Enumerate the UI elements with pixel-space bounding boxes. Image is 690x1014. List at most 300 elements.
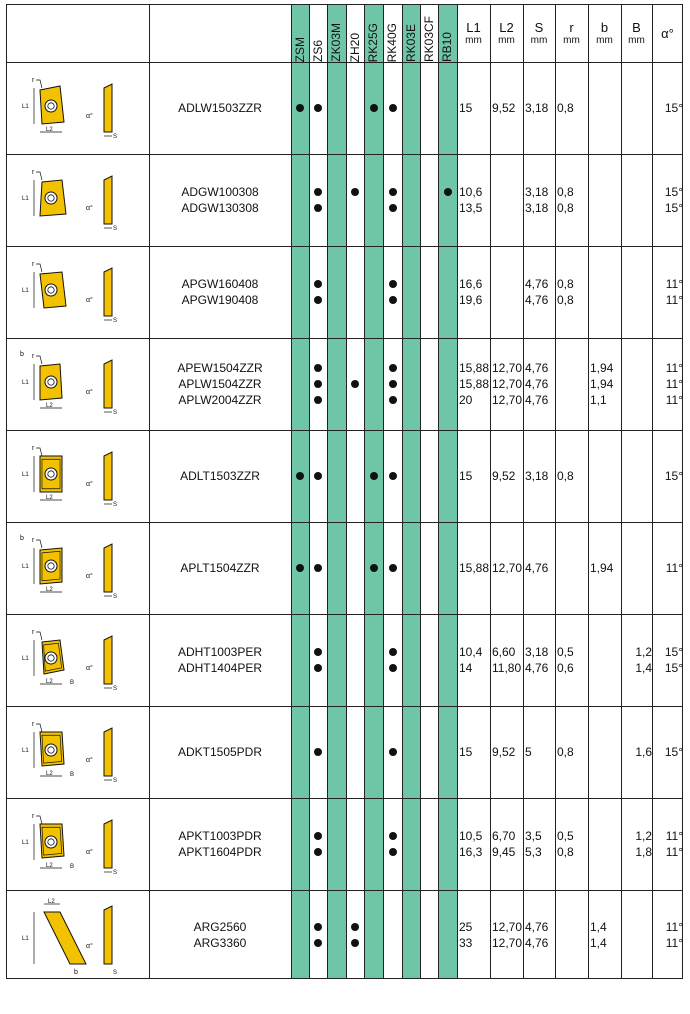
dim-value-cell-r	[555, 614, 590, 706]
empty-slot	[444, 396, 452, 404]
dim-value-cell-r	[555, 62, 590, 154]
empty-slot	[425, 648, 433, 656]
dim-label-s: S	[113, 502, 118, 508]
dim-value: 0,8	[557, 745, 574, 759]
dim-value-cell-b	[588, 246, 623, 338]
dim-value-cell-l1	[457, 62, 492, 154]
insert-front-view	[22, 813, 74, 870]
insert-front-view	[22, 77, 64, 133]
dim-value: 12,70	[492, 919, 523, 934]
empty-slot	[425, 280, 433, 288]
dim-value: 12,70	[492, 935, 523, 950]
insert-hole-inner	[48, 563, 54, 569]
insert-drawing	[6, 154, 149, 246]
alpha-value: 15°	[664, 645, 683, 659]
availability-dot	[389, 832, 397, 840]
empty-slot	[351, 748, 359, 756]
grade-header	[291, 4, 309, 62]
dim-value-cell-l1	[457, 522, 492, 614]
insert-drawing	[6, 890, 149, 979]
dim-label-s: S	[113, 226, 118, 232]
empty-slot	[333, 204, 341, 212]
grade-availability-cell	[420, 798, 438, 890]
empty-slot	[333, 564, 341, 572]
insert-code-cell	[149, 154, 291, 246]
empty-slot	[296, 648, 304, 656]
insert-hole-inner	[48, 655, 54, 661]
dim-label-B: B	[70, 864, 75, 870]
grade-availability-cell	[364, 154, 383, 246]
grade-header-label: RB10	[440, 31, 454, 62]
alpha-value: 15°	[664, 101, 683, 115]
empty-slot	[407, 748, 415, 756]
dim-label-l2: L2	[46, 587, 53, 593]
dim-header	[555, 4, 588, 62]
insert-side-body	[104, 176, 112, 224]
grade-availability-cell	[291, 62, 309, 154]
dim-value-cell-l2	[490, 614, 525, 706]
availability-dot	[389, 380, 397, 388]
insert-code: APGW160408	[181, 277, 259, 291]
availability-dot	[351, 923, 359, 931]
insert-side-view	[86, 820, 117, 876]
grade-availability-cell	[383, 154, 402, 246]
availability-dot	[314, 204, 322, 212]
dim-label-alpha: α°	[86, 849, 93, 856]
availability-dot	[389, 104, 397, 112]
insert-front-view	[22, 169, 66, 216]
empty-slot	[351, 648, 359, 656]
availability-dot	[314, 939, 322, 947]
empty-slot	[444, 664, 452, 672]
insert-front-view	[22, 629, 74, 686]
empty-slot	[407, 848, 415, 856]
dim-value: 1,1	[590, 393, 607, 407]
dim-value: 12,70	[492, 377, 523, 391]
alpha-value-cell	[652, 154, 686, 246]
dim-value-cell-l1	[457, 338, 492, 430]
availability-dot	[389, 280, 397, 288]
grade-availability-cell	[420, 154, 438, 246]
dim-label-s: S	[113, 318, 118, 324]
dim-value: 4,76	[525, 377, 549, 391]
empty-slot	[425, 939, 433, 947]
dim-label-alpha: α°	[86, 665, 93, 672]
empty-slot	[333, 648, 341, 656]
empty-slot	[370, 280, 378, 288]
insert-code: ADGW100308	[181, 185, 259, 199]
empty-slot	[333, 748, 341, 756]
radius-leader	[36, 80, 42, 88]
availability-dot	[314, 848, 322, 856]
grade-availability-cell	[402, 522, 420, 614]
dim-value-cell-l1	[457, 890, 492, 979]
dim-value: 9,52	[492, 745, 516, 759]
dim-value-cell-r	[555, 154, 590, 246]
dim-label-alpha: α°	[86, 943, 93, 950]
insert-side-body	[104, 544, 112, 592]
empty-slot	[351, 296, 359, 304]
dim-value: 5	[525, 745, 532, 759]
dim-value: 3,18	[525, 201, 549, 215]
grade-availability-cell	[402, 706, 420, 798]
insert-code-cell	[149, 890, 291, 979]
insert-front-view	[20, 351, 62, 409]
dim-label-alpha: α°	[86, 757, 93, 764]
empty-slot	[351, 364, 359, 372]
insert-drawing	[6, 614, 149, 706]
radius-leader	[36, 540, 42, 548]
insert-side-view	[86, 728, 117, 784]
dim-value-cell-b	[621, 246, 655, 338]
insert-code-cell	[149, 62, 291, 154]
dim-value-cell-l2	[490, 798, 525, 890]
grade-availability-cell	[420, 430, 438, 522]
grade-availability-cell	[438, 338, 457, 430]
grade-availability-cell	[327, 890, 346, 979]
alpha-value-cell	[652, 614, 686, 706]
grade-availability-cell	[327, 522, 346, 614]
availability-dot	[314, 280, 322, 288]
dim-value: 11,80	[492, 661, 522, 675]
dim-label-l2: L2	[48, 899, 55, 905]
empty-slot	[444, 939, 452, 947]
availability-dot	[314, 396, 322, 404]
empty-slot	[425, 364, 433, 372]
insert-code: ARG2560	[193, 919, 247, 934]
availability-dot	[314, 296, 322, 304]
dim-value: 10,4	[459, 645, 483, 659]
dim-value: 4,76	[525, 661, 549, 675]
alpha-value: 15°	[664, 185, 683, 199]
grade-header	[420, 4, 438, 62]
availability-dot	[314, 748, 322, 756]
dim-value: 9,45	[492, 845, 516, 859]
empty-slot	[333, 472, 341, 480]
empty-slot	[425, 104, 433, 112]
grade-availability-cell	[438, 798, 457, 890]
dim-label-r: r	[32, 813, 35, 820]
insert-hole-inner	[48, 287, 54, 293]
empty-slot	[389, 923, 397, 931]
dim-value: 0,5	[557, 829, 574, 843]
grade-availability-cell	[291, 890, 309, 979]
dim-value: 15,88	[459, 377, 490, 391]
availability-dot	[389, 664, 397, 672]
grade-availability-cell	[364, 62, 383, 154]
dim-value-cell-l2	[490, 890, 525, 979]
dim-value: 12,70	[492, 361, 523, 375]
dim-label-alpha: α°	[86, 573, 93, 580]
empty-slot	[370, 364, 378, 372]
empty-slot	[296, 748, 304, 756]
radius-leader	[36, 172, 42, 180]
grade-header-label: ZS6	[310, 39, 325, 62]
grade-availability-cell	[309, 338, 327, 430]
grade-availability-cell	[309, 798, 327, 890]
insert-front-view	[20, 535, 62, 593]
grade-availability-cell	[364, 798, 383, 890]
grade-availability-cell	[346, 614, 364, 706]
empty-slot	[296, 380, 304, 388]
dim-label-alpha: α°	[86, 481, 93, 488]
availability-dot	[370, 564, 378, 572]
availability-dot	[370, 104, 378, 112]
empty-slot	[370, 648, 378, 656]
dim-label-B: B	[70, 772, 75, 778]
insert-code: ADHT1404PER	[177, 661, 263, 675]
alpha-value: 15°	[664, 661, 683, 675]
dim-header-unit: mm	[563, 34, 580, 46]
grade-availability-cell	[327, 706, 346, 798]
alpha-value: 15°	[664, 469, 683, 483]
availability-dot	[314, 380, 322, 388]
empty-slot	[425, 564, 433, 572]
insert-side-view	[86, 84, 117, 140]
dim-value: 6,70	[492, 829, 516, 843]
dim-value-cell-b	[621, 338, 655, 430]
dim-value-cell-r	[555, 246, 590, 338]
dim-value: 4,76	[525, 361, 549, 375]
insert-code: APGW190408	[181, 293, 259, 307]
dim-label-s: S	[113, 594, 118, 600]
dim-value: 1,4	[635, 661, 652, 675]
empty-slot	[370, 664, 378, 672]
dim-header-symbol: S	[534, 19, 544, 35]
empty-slot	[296, 832, 304, 840]
dim-value: 0,8	[557, 201, 574, 215]
grade-availability-cell	[291, 706, 309, 798]
empty-slot	[370, 923, 378, 931]
dim-header	[588, 4, 621, 62]
empty-slot	[407, 364, 415, 372]
insert-side-view	[86, 176, 117, 232]
dim-header	[490, 4, 523, 62]
grade-availability-cell	[438, 890, 457, 979]
availability-dot	[351, 188, 359, 196]
dim-value: 33	[459, 935, 473, 950]
grade-availability-cell	[309, 890, 327, 979]
grade-availability-cell	[364, 338, 383, 430]
grade-availability-cell	[438, 614, 457, 706]
dim-value-cell-l2	[490, 246, 525, 338]
insert-code: ADGW130308	[181, 201, 259, 215]
dim-value-cell-l1	[457, 430, 492, 522]
dim-value: 4,76	[525, 919, 549, 934]
insert-drawing	[6, 430, 149, 522]
empty-slot	[351, 832, 359, 840]
empty-slot	[425, 848, 433, 856]
empty-slot	[370, 939, 378, 947]
dim-header-unit: mm	[596, 34, 613, 46]
empty-slot	[407, 648, 415, 656]
grade-availability-cell	[438, 522, 457, 614]
insert-side-body	[104, 906, 112, 964]
grade-availability-cell	[291, 614, 309, 706]
empty-slot	[407, 380, 415, 388]
dim-value-cell-b	[588, 614, 623, 706]
empty-slot	[425, 664, 433, 672]
dim-label-l2: L2	[46, 771, 53, 777]
alpha-value: 11°	[665, 935, 683, 950]
insert-code-cell	[149, 246, 291, 338]
dim-label-l1: L1	[22, 196, 29, 202]
dim-header-unit: mm	[465, 34, 482, 46]
dim-value-cell-b	[588, 706, 623, 798]
dim-value: 0,8	[557, 185, 574, 199]
insert-drawing	[6, 338, 149, 430]
empty-slot	[296, 848, 304, 856]
dim-label-r: r	[32, 629, 35, 636]
grade-availability-cell	[383, 246, 402, 338]
alpha-value: 11°	[665, 377, 683, 391]
empty-slot	[444, 832, 452, 840]
insert-side-view	[86, 544, 117, 600]
insert-code: APLW2004ZZR	[178, 393, 262, 407]
insert-drawing	[6, 62, 149, 154]
insert-catalog-table	[6, 4, 683, 979]
empty-slot	[425, 296, 433, 304]
dim-value: 1,94	[590, 361, 614, 375]
dim-value: 14	[459, 661, 473, 675]
grade-availability-cell	[383, 338, 402, 430]
dim-value-cell-s	[523, 246, 557, 338]
empty-slot	[370, 748, 378, 756]
empty-slot	[425, 923, 433, 931]
radius-leader	[36, 816, 42, 824]
dim-value-cell-l2	[490, 154, 525, 246]
empty-slot	[333, 939, 341, 947]
grade-availability-cell	[364, 246, 383, 338]
dim-value-cell-l1	[457, 614, 492, 706]
grade-availability-cell	[383, 706, 402, 798]
empty-slot	[425, 380, 433, 388]
dim-header-symbol: B	[632, 19, 641, 35]
dim-value: 19,6	[459, 293, 483, 307]
grade-header	[383, 4, 402, 62]
dim-value: 1,8	[635, 845, 652, 859]
grade-availability-cell	[402, 338, 420, 430]
empty-slot	[333, 188, 341, 196]
dim-value-cell-s	[523, 154, 557, 246]
insert-code-cell	[149, 338, 291, 430]
empty-slot	[296, 664, 304, 672]
empty-slot	[425, 832, 433, 840]
dim-value-cell-b	[621, 154, 655, 246]
grade-availability-cell	[346, 338, 364, 430]
availability-dot	[314, 472, 322, 480]
empty-slot	[407, 939, 415, 947]
alpha-value: 11°	[665, 361, 683, 375]
empty-slot	[407, 280, 415, 288]
grade-availability-cell	[309, 154, 327, 246]
grade-availability-cell	[402, 798, 420, 890]
insert-hole-inner	[48, 379, 54, 385]
grade-header	[327, 4, 346, 62]
dim-value-cell-l2	[490, 62, 525, 154]
dim-label-l2: L2	[46, 127, 53, 133]
grade-header	[402, 4, 420, 62]
grade-availability-cell	[383, 522, 402, 614]
dim-value: 1,94	[590, 377, 614, 391]
grade-header-label: RK40G	[385, 22, 399, 62]
grade-availability-cell	[364, 522, 383, 614]
dim-value-cell-b	[621, 614, 655, 706]
dim-value-cell-b	[621, 522, 655, 614]
dim-value: 3,18	[525, 185, 549, 199]
grade-availability-cell	[327, 154, 346, 246]
insert-front-view	[22, 445, 62, 501]
empty-slot	[444, 564, 452, 572]
grade-availability-cell	[346, 154, 364, 246]
dim-value-cell-b	[588, 154, 623, 246]
dim-value-cell-s	[523, 890, 557, 979]
dim-label-l1: L1	[22, 472, 29, 478]
grade-availability-cell	[402, 614, 420, 706]
dim-label-s: S	[113, 134, 118, 140]
availability-dot	[314, 664, 322, 672]
dim-value: 12,70	[492, 561, 523, 575]
dim-value: 3,5	[525, 829, 542, 843]
grade-availability-cell	[309, 430, 327, 522]
empty-slot	[370, 396, 378, 404]
empty-slot	[296, 364, 304, 372]
dim-value: 10,5	[459, 829, 483, 843]
empty-slot	[296, 204, 304, 212]
dim-value-cell-s	[523, 614, 557, 706]
empty-slot	[296, 296, 304, 304]
empty-slot	[407, 104, 415, 112]
empty-slot	[444, 280, 452, 288]
dim-label-l2: L2	[46, 679, 53, 685]
availability-dot	[314, 923, 322, 931]
dim-value: 3,18	[525, 101, 549, 115]
grade-availability-cell	[346, 890, 364, 979]
dim-label-r: r	[32, 721, 35, 728]
empty-slot	[370, 296, 378, 304]
dim-value: 1,94	[590, 561, 614, 575]
insert-side-body	[104, 728, 112, 776]
grade-header-label: RK25G	[366, 22, 380, 62]
dim-value: 13,5	[459, 201, 483, 215]
empty-slot	[444, 104, 452, 112]
empty-slot	[444, 380, 452, 388]
dim-value-cell-r	[555, 430, 590, 522]
empty-slot	[351, 204, 359, 212]
alpha-value: 11°	[665, 561, 683, 575]
dim-value-cell-s	[523, 706, 557, 798]
availability-dot	[389, 648, 397, 656]
insert-code: APLW1504ZZR	[178, 377, 262, 391]
dim-value: 10,6	[459, 185, 483, 199]
availability-dot	[296, 472, 304, 480]
grade-availability-cell	[364, 430, 383, 522]
insert-body	[44, 912, 86, 964]
grade-availability-cell	[346, 246, 364, 338]
empty-slot	[351, 664, 359, 672]
grade-availability-cell	[346, 430, 364, 522]
insert-front-view	[22, 899, 86, 976]
dim-header	[523, 4, 555, 62]
grade-header-label: ZH20	[347, 32, 362, 62]
row-divider	[6, 4, 683, 5]
grade-availability-cell	[291, 430, 309, 522]
dim-value-cell-l2	[490, 338, 525, 430]
empty-slot	[351, 472, 359, 480]
insert-side-body	[104, 820, 112, 868]
insert-code: APLT1504ZZR	[180, 561, 260, 575]
dim-value-cell-l2	[490, 430, 525, 522]
